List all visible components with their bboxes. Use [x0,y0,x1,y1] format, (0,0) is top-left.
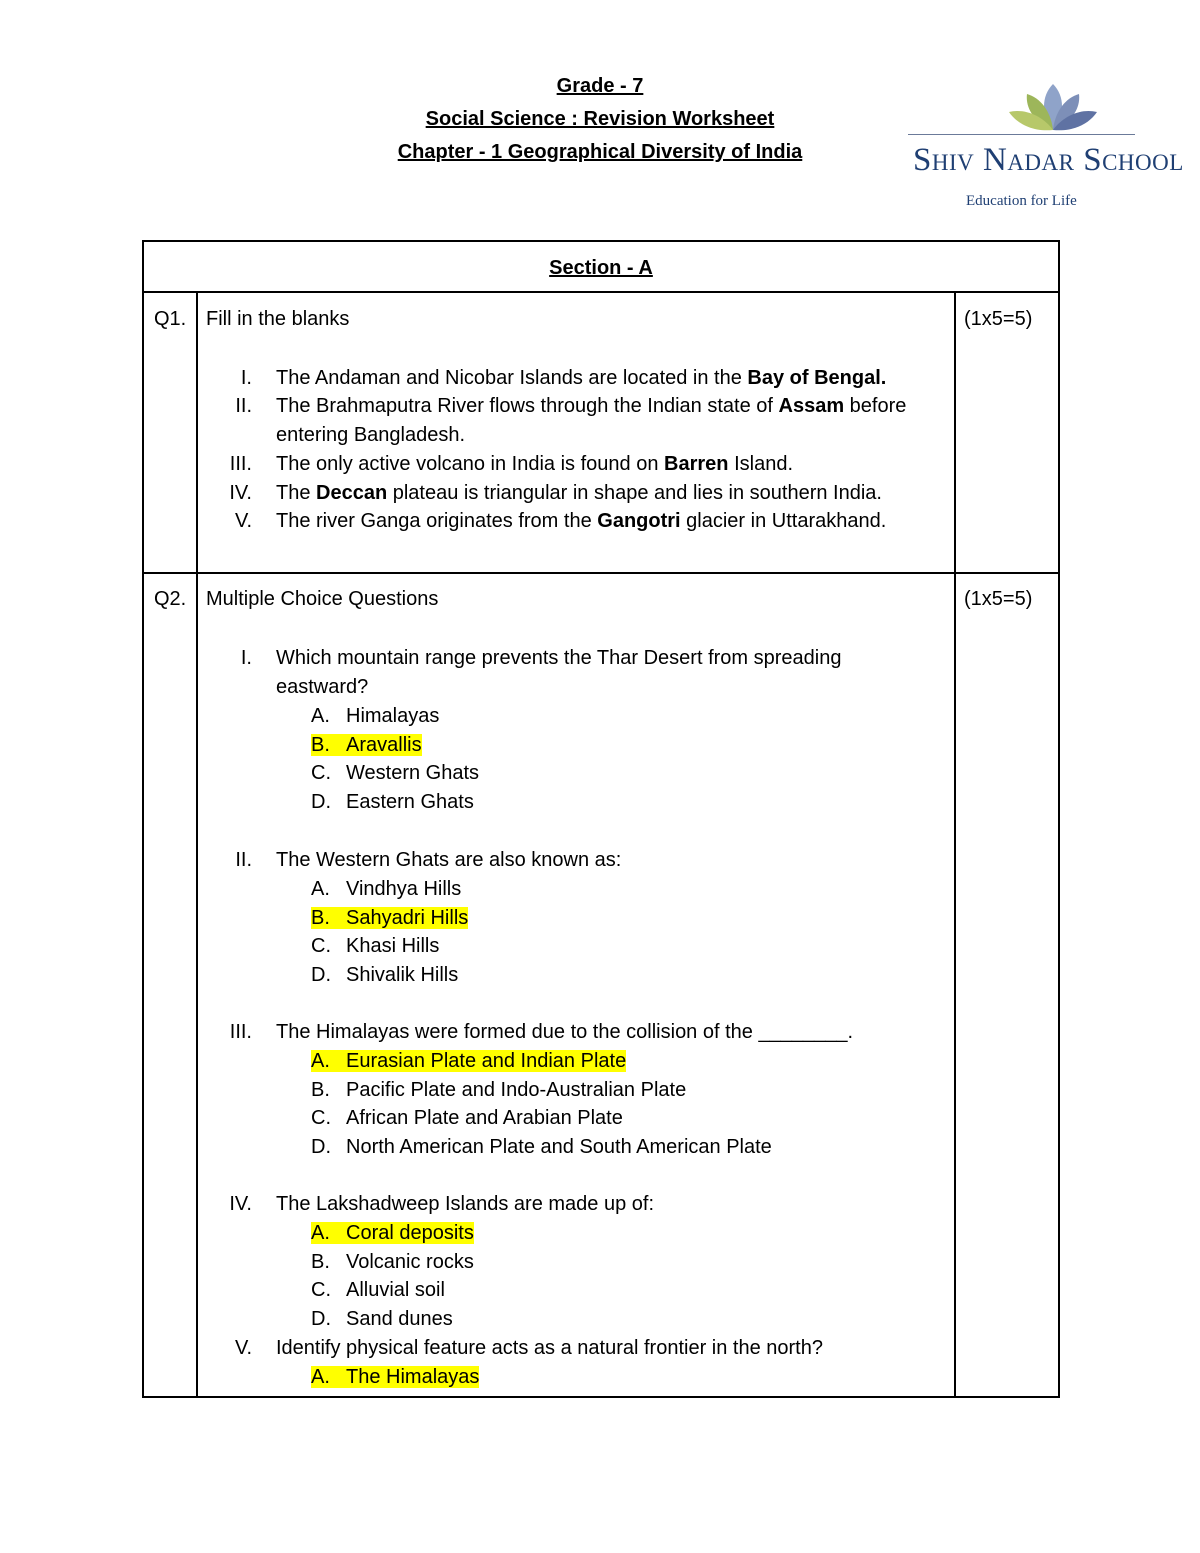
mcq-option [311,1219,474,1247]
grade-title: Grade - 7 [556,75,644,97]
item-roman-numeral: IV. [229,482,252,504]
chapter-title: Chapter - 1 Geographical Diversity of India [397,141,803,163]
item-roman-numeral: III. [229,453,252,475]
option-text: Eurasian Plate and Indian Plate [346,1050,627,1072]
mcq-option [311,1276,445,1304]
option-content [311,1136,772,1158]
school-name: Shiv Nadar School [913,142,1184,178]
column-divider-marks [954,293,956,1396]
option-text: Aravallis [346,733,422,756]
option-letter: B. [311,733,330,756]
blank-answer: Barren [664,453,729,475]
option-letter: A. [311,1366,330,1388]
mcq-option [311,1076,686,1104]
item-text: The river Ganga originates from the Gangotri glacier in Uttarakhand. [276,510,887,532]
mcq-option [311,1104,623,1132]
option-letter: C. [311,762,331,785]
question-roman-numeral: I. [240,647,252,669]
option-text: Khasi Hills [346,935,440,958]
blank-answer: Gangotri [597,510,681,532]
q2-title: Multiple Choice Questions [206,588,439,610]
q1-number: Q1. [154,308,187,330]
option-letter: D. [311,1136,331,1159]
section-title: Section - A [144,242,1058,293]
lotus-icon [1003,80,1103,136]
mcq-option [311,702,439,730]
blank-answer: Bay of Bengal. [747,367,887,389]
option-text: Sahyadri Hills [346,906,469,929]
option-text: African Plate and Arabian Plate [346,1107,623,1130]
option-letter: C. [311,1279,331,1302]
mcq-option [311,1363,479,1391]
item-text: The Brahmaputra River flows through the Indian state of Assam before entering Bangladesh. [276,395,907,446]
option-letter: C. [311,935,331,958]
option-content [311,1251,474,1273]
item-text: The only active volcano in India is found on Barren Island. [276,453,793,475]
subject-title: Social Science : Revision Worksheet [425,108,775,130]
option-text: The Himalayas [346,1366,480,1388]
correct-answer-highlight [311,734,422,756]
q1-title: Fill in the blanks [206,308,350,330]
question-roman-numeral: II. [235,849,252,871]
mcq-option [311,875,461,903]
worksheet-table [142,240,1060,1398]
option-text: Alluvial soil [346,1279,445,1302]
logo-rule [908,134,1135,135]
option-text: Shivalik Hills [346,964,459,987]
option-letter: C. [311,1107,331,1130]
option-content [311,964,458,986]
item-text: The Andaman and Nicobar Islands are located in the Bay of Bengal. [276,367,887,389]
mcq-option [311,961,458,989]
option-text: North American Plate and South American Plate [346,1136,772,1159]
option-text: Western Ghats [346,762,480,785]
question-roman-numeral: V. [234,1337,252,1359]
option-content [311,935,439,957]
item-roman-numeral: V. [234,510,252,532]
school-logo [908,80,1184,215]
option-letter: B. [311,1250,330,1273]
option-text: Eastern Ghats [346,791,474,814]
item-roman-numeral: II. [235,395,252,417]
option-letter: A. [311,1050,330,1072]
option-letter: D. [311,964,331,987]
blank-answer: Deccan [316,482,388,504]
correct-answer-highlight [311,1366,479,1388]
option-content [311,1308,453,1330]
question-text: Identify physical feature acts as a natural frontier in the north? [276,1337,823,1359]
option-content [311,1079,686,1101]
q2-marks: (1x5=5) [964,588,1033,610]
question-roman-numeral: III. [229,1021,252,1043]
question-text: Which mountain range prevents the Thar Desert from spreading eastward? [276,647,842,698]
option-text: Coral deposits [346,1222,474,1244]
mcq-option [311,1248,474,1276]
option-letter: B. [311,906,330,929]
mcq-option [311,788,474,816]
column-divider-number [196,293,198,1396]
option-letter: A. [311,1222,330,1244]
question-text: The Western Ghats are also known as: [276,849,622,871]
correct-answer-highlight [311,1050,626,1072]
worksheet-header [300,70,900,169]
mcq-option [311,1047,626,1075]
question-text: The Lakshadweep Islands are made up of: [276,1193,655,1215]
mcq-option [311,1305,453,1333]
row-divider-q1-q2 [144,572,1058,574]
option-content [311,1279,445,1301]
mcq-option [311,1133,772,1161]
item-roman-numeral: I. [240,367,252,389]
option-text: Volcanic rocks [346,1250,474,1273]
q2-number: Q2. [154,588,187,610]
option-letter: A. [311,878,330,900]
option-content [311,762,479,784]
item-text: The Deccan plateau is triangular in shape and lies in southern India. [276,482,882,504]
option-text: Himalayas [346,705,440,727]
option-content [311,878,461,900]
mcq-option [311,759,479,787]
option-text: Pacific Plate and Indo-Australian Plate [346,1078,687,1101]
option-content [311,705,439,727]
option-text: Sand dunes [346,1308,453,1331]
correct-answer-highlight [311,907,468,929]
question-text: The Himalayas were formed due to the collision of the ________. [276,1021,854,1043]
correct-answer-highlight [311,1222,474,1244]
q1-marks: (1x5=5) [964,308,1033,330]
mcq-option [311,904,468,932]
mcq-option [311,731,422,759]
mcq-option [311,932,439,960]
school-tagline: Education for Life [966,193,1077,209]
option-content [311,791,474,813]
option-text: Vindhya Hills [346,878,462,900]
option-letter: D. [311,1308,331,1331]
option-letter: B. [311,1078,330,1101]
blank-answer: Assam [778,395,845,417]
option-content [311,1107,623,1129]
option-letter: D. [311,791,331,814]
question-roman-numeral: IV. [229,1193,252,1215]
option-letter: A. [311,705,330,727]
